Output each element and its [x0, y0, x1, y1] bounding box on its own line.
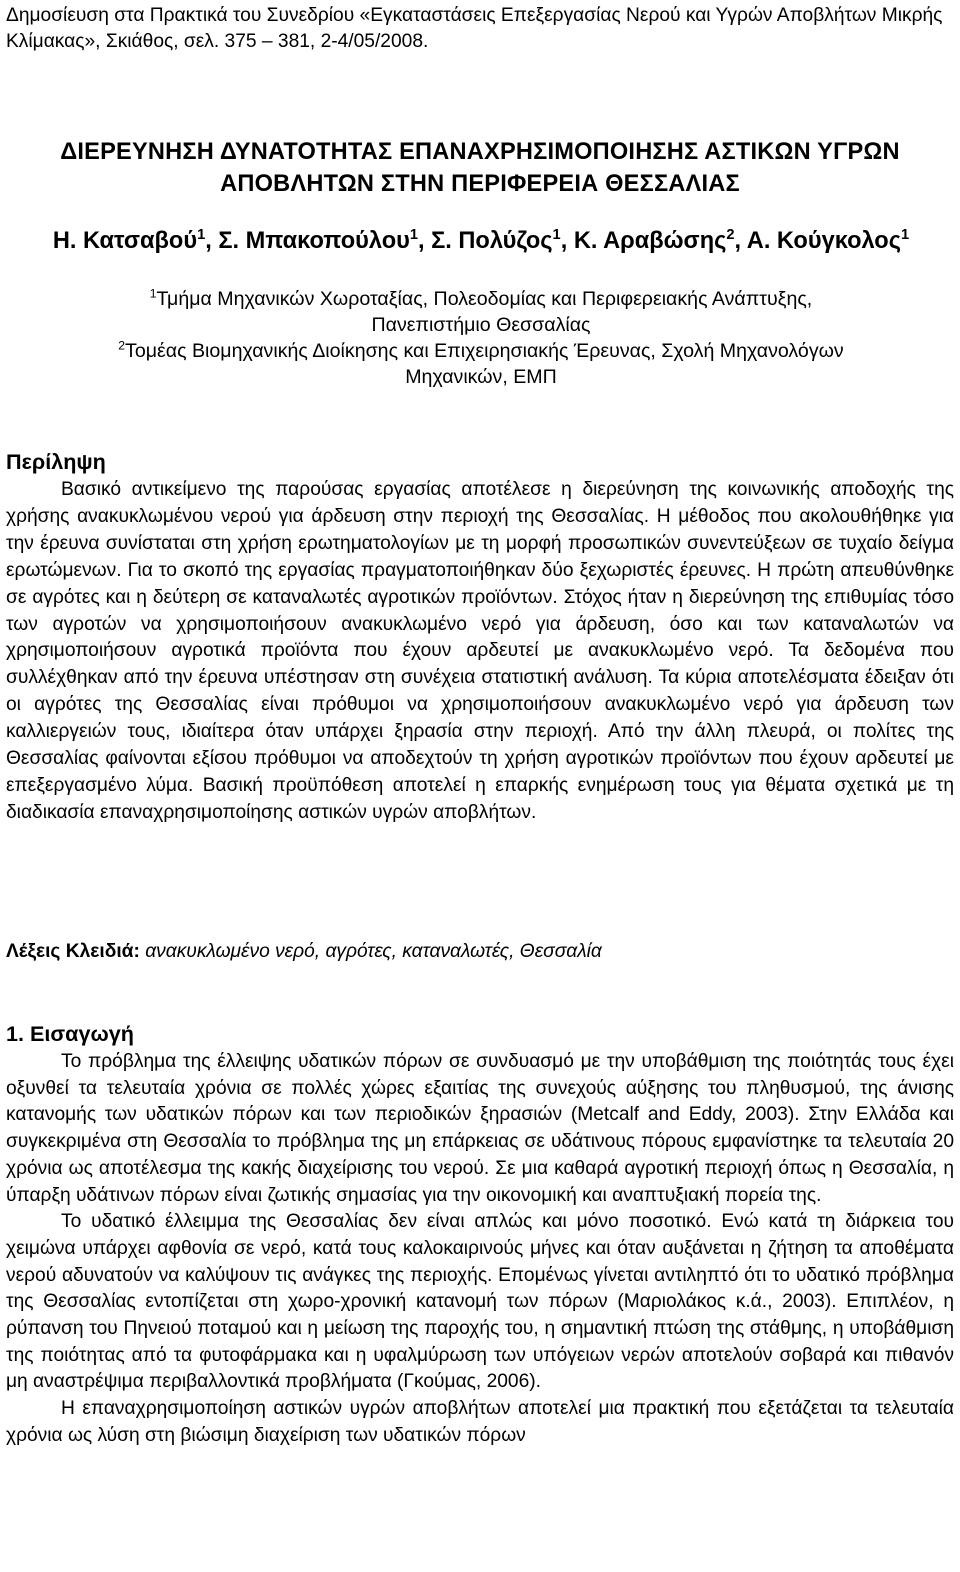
- author-separator: ,: [734, 228, 747, 254]
- paragraph: Το πρόβλημα της έλλειψης υδατικών πόρων σε συνδυασμό με την υποβάθμιση της ποιότητάς τους έχει οξυνθεί τα τελευταία χρόνια σε πολλές χώρες εξαιτίας της συνεχούς αύξησης του πληθυσμού, της άνισης κατανομής των υδατικών πόρων και των περιοδικών ξηρασιών (Metcalf and Eddy, 2003). Στην Ελλάδα και συγκεκριμένα στη Θεσσαλία το πρόβλημα της μη επάρκειας σε υδάτινους πόρους εμφανίστηκε τα τελευταία 20 χρόνια ως αποτέλεσμα της κακής διαχείρισης του νερού. Σε μια καθαρά αγροτική περιοχή όπως η Θεσσαλία, η ύπαρξη υδάτινων πόρων είναι ζωτικής σημασίας για την οικονομική και αναπτυξιακή πορεία της.: [6, 1051, 954, 1206]
- affiliation-2: [6, 338, 956, 390]
- paragraph: Το υδατικό έλλειμμα της Θεσσαλίας δεν είναι απλώς και μόνο ποσοτικό. Ενώ κατά τη διάρκεια του χειμώνα υπάρχει αφθονία σε νερό, κατά τους καλοκαιρινούς μήνες και όταν αυξάνεται η ζήτηση τα αποθέματα νερού αδυνατούν να καλύψουν τις ανάγκες της περιοχής. Επομένως γίνεται αντιληπτό ότι το υδατικό πρόβλημα της Θεσσαλίας εντοπίζεται στη χωρο-χρονική κατανομή των πόρων (Μαριολάκος κ.ά., 2003). Επιπλέον, η ρύπανση του Πηνειού ποταμού και η μείωση της παροχής του, η σημαντική πτώση της στάθμης, η υποβάθμιση της ποιότητας από τα φυτοφάρμακα και η υφαλμύρωση των υπόγειων νερών αποτελούν σοβαρά και πιθανόν μη αναστρέψιμα περιβαλλοντικά προβλήματα (Γκούμας, 2006).: [6, 1211, 954, 1393]
- author: [53, 228, 218, 254]
- author-name: Α. Κούγκολος: [746, 228, 901, 254]
- author: [747, 228, 909, 254]
- author-name: Κ. Αραβώσης: [573, 228, 727, 254]
- author-affiliation-mark: 1: [197, 227, 206, 244]
- author-name: Η. Κατσαβού: [52, 228, 198, 254]
- affiliation-2-line-1: [6, 338, 956, 364]
- author: [574, 228, 747, 254]
- section-heading-introduction: 1. Εισαγωγή: [6, 1021, 134, 1046]
- affiliation-1-line-1: [6, 286, 956, 312]
- abstract-heading: Περίληψη: [6, 449, 106, 474]
- author-affiliation-mark: 1: [409, 227, 418, 244]
- affiliation-1: [6, 286, 956, 338]
- author-affiliation-mark: 1: [552, 227, 561, 244]
- paper-title: [0, 136, 960, 200]
- affiliation-number: 1: [149, 286, 157, 301]
- keywords: [6, 939, 954, 965]
- affiliations: [6, 286, 956, 390]
- author-separator: ,: [560, 228, 574, 254]
- keywords-label: Λέξεις Κλειδιά:: [6, 941, 140, 962]
- keywords-values: ανακυκλωμένο νερό, αγρότες, καταναλωτές, Θεσσαλία: [145, 941, 602, 962]
- abstract-text: Βασικό αντικείμενο της παρούσας εργασίας αποτέλεσε η διερεύνηση της κοινωνικής αποδοχής της χρήσης ανακυκλωμένου νερού για άρδευση στην περιοχή της Θεσσαλίας. Η μέθοδος που ακολουθήθηκε για την έρευνα συνίσταται στη χρήση ερωτηματολογίων με τη μορφή προσωπικών συνεντεύξεων σε τυχαίο δείγμα ερωτώμενων. Για το σκοπό της εργασίας πραγματοποιήθηκαν δύο ξεχωριστές έρευνες. Η πρώτη απευθύνθηκε σε αγρότες και η δεύτερη σε καταναλωτές αγροτικών προϊόντων. Στόχος ήταν η διερεύνηση της επιθυμίας τόσο των αγροτών να χρησιμοποιήσουν ανακυκλωμένο νερό για άρδευση, όσο και των καταναλωτών να χρησιμοποιήσουν αγροτικά προϊόντα που έχουν αρδευτεί με ανακυκλωμένο νερό. Τα δεδομένα που συλλέχθηκαν από την έρευνα υπέστησαν στη συνέχεια στατιστική ανάλυση. Τα κύρια αποτελέσματα έδειξαν ότι οι αγρότες της Θεσσαλίας είναι πρόθυμοι να χρησιμοποιήσουν ανακυκλωμένο νερό για άρδευση των καλλιεργειών τους, ιδιαίτερα όταν υπάρχει ξηρασία στην περιοχή. Από την άλλη πλευρά, οι πολίτες της Θεσσαλίας φαίνονται εξίσου πρόθυμοι να αποδεχτούν τη χρήση αγροτικών προϊόντων που έχουν αρδευτεί με επεξεργασμένο λύμα. Βασική προϋπόθεση αποτελεί η επαρκής ενημέρωση τους για θέματα σχετικά με τη διαδικασία επαναχρησιμοποίησης αστικών υγρών αποβλήτων.: [6, 479, 954, 823]
- author-separator: ,: [417, 228, 432, 254]
- introduction-body: [6, 1049, 954, 1450]
- author: [218, 228, 431, 254]
- paper-title-line-1: ΔΙΕΡΕΥΝΗΣΗ ΔΥΝΑΤΟΤΗΤΑΣ ΕΠΑΝΑΧΡΗΣΙΜΟΠΟΙΗΣΗΣ ΑΣΤΙΚΩΝ ΥΓΡΩΝ: [60, 139, 900, 165]
- affiliation-text: Τμήμα Μηχανικών Χωροταξίας, Πολεοδομίας και Περιφερειακής Ανάπτυξης,: [156, 288, 813, 310]
- author-name: Σ. Μπακοπούλου: [218, 228, 410, 254]
- affiliation-2-line-2: Μηχανικών, ΕΜΠ: [405, 366, 557, 388]
- publication-note: Δημοσίευση στα Πρακτικά του Συνεδρίου «Εγκαταστάσεις Επεξεργασίας Νερού και Υγρών Αποβλήτων Μικρής Κλίμακας», Σκιάθος, σελ. 375 – 381, 2-4/05/2008.: [6, 5, 943, 52]
- author-name: Σ. Πολύζος: [431, 228, 553, 254]
- author-separator: ,: [205, 228, 219, 254]
- author: [431, 228, 574, 254]
- author-list: [6, 226, 956, 256]
- author-affiliation-mark: 2: [726, 227, 735, 244]
- affiliation-text: Τομέας Βιομηχανικής Διοίκησης και Επιχειρησιακής Έρευνας, Σχολή Μηχανολόγων: [125, 340, 844, 362]
- affiliation-1-line-2: Πανεπιστήμιο Θεσσαλίας: [371, 314, 591, 336]
- affiliation-number: 2: [118, 338, 126, 353]
- author-affiliation-mark: 1: [901, 227, 910, 244]
- paragraph: Η επαναχρησιμοποίηση αστικών υγρών αποβλήτων αποτελεί μια πρακτική που εξετάζεται τα τελευταία χρόνια ως λύση στη βιώσιμη διαχείριση των υδατικών πόρων: [6, 1398, 954, 1446]
- paper-title-line-2: ΑΠΟΒΛΗΤΩΝ ΣΤΗΝ ΠΕΡΙΦΕΡΕΙΑ ΘΕΣΣΑΛΙΑΣ: [220, 171, 740, 197]
